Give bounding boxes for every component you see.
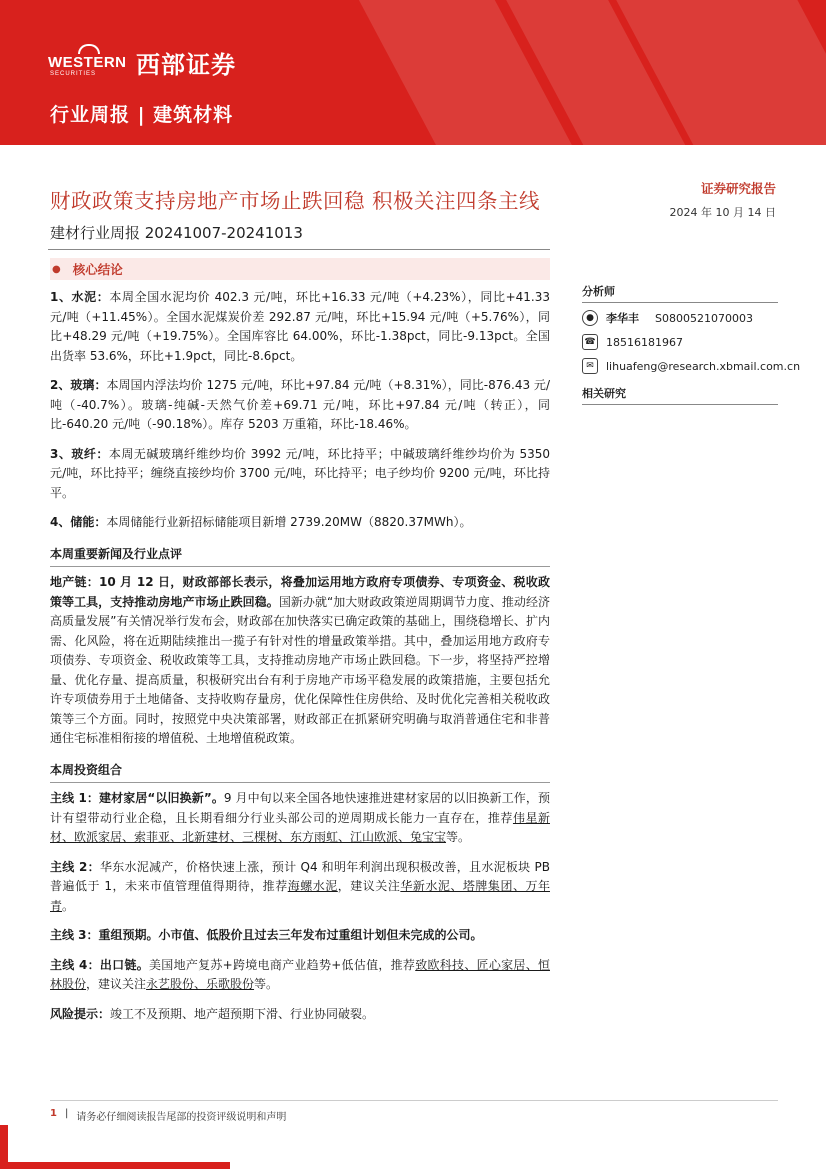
main-line-4: 主线 4：出口链。美国地产复苏+跨境电商产业趋势+低估值，推荐致欧科技、匠心家居、恒林股份，建议关注永艺股份、乐歌股份等。	[50, 957, 550, 991]
related-research-heading: 相关研究	[582, 385, 778, 405]
invest-heading: 本周投资组合	[50, 762, 123, 777]
main-line-2: 主线 2：华东水泥减产，价格快速上涨，预计 Q4 和明年利润出现积极改善，且水泥板块 PB 普遍低于 1，未来市值管理值得期待，推荐海螺水泥，建议关注华新水泥、塔牌集团、万年青。	[50, 859, 551, 913]
analyst-phone: 18516181967	[606, 335, 683, 349]
mail-icon: ✉	[582, 358, 598, 374]
stock-picks-link[interactable]: 伟星新材、欧派家居、索菲亚、北新建材、三棵树、东方雨虹、江山欧派、兔宝宝	[50, 810, 550, 844]
report-date: 2024 年 10 月 14 日	[669, 206, 776, 219]
title-divider	[48, 249, 550, 250]
stock-picks-link[interactable]: 致欧科技、匠心家居、恒林股份	[50, 957, 550, 991]
news-heading: 本周重要新闻及行业点评	[50, 546, 183, 561]
analyst-name: 李华丰	[606, 312, 639, 325]
header-banner	[0, 0, 826, 145]
page-number: 1	[50, 1108, 57, 1119]
footer-separator: |	[64, 1108, 69, 1119]
page-title: 财政政策支持房地产市场止跌回稳 积极关注四条主线	[50, 189, 541, 213]
analyst-sidebar	[582, 283, 801, 405]
invest-divider	[50, 782, 550, 783]
core-item-storage: 4、储能：本周储能行业新招标储能项目新增 2739.20MW（8820.37MWh）。	[50, 515, 472, 529]
stock-watch-link[interactable]: 华新水泥、塔牌集团、万年青	[50, 879, 550, 913]
main-line-1: 主线 1：建材家居“以旧换新”。9 月中旬以来全国各地快速推进建材家居的以旧换新工作，预计有望带动行业企稳，且长期看细分行业头部公司的逆周期成长能力一直存在，推荐伟星新材、欧派家居、索菲亚、北新建材、三棵树、东方雨虹、江山欧派、兔宝宝等。	[50, 791, 550, 844]
analyst-row	[582, 309, 778, 327]
analyst-id: S0800521070003	[655, 311, 753, 325]
brand-name: 西部证券	[136, 50, 236, 79]
report-label: 证券研究报告	[700, 181, 776, 196]
main-line-3: 主线 3：重组预期。小市值、低股价且过去三年发布过重组计划但未完成的公司。	[50, 928, 483, 942]
phone-icon: ☎	[582, 334, 598, 350]
news-divider	[50, 566, 550, 567]
person-icon: ●	[582, 310, 598, 326]
phone-row	[582, 333, 778, 351]
page-subtitle: 建材行业周报 20241007-20241013	[50, 224, 303, 242]
core-conclusion-heading: ● 核心结论	[50, 258, 550, 280]
corner-accent-bottom	[0, 1162, 230, 1169]
analyst-heading: 分析师	[582, 283, 778, 303]
analyst-email[interactable]: lihuafeng@research.xbmail.com.cn	[606, 359, 801, 373]
report-type: 行业周报 | 建筑材料	[50, 104, 234, 126]
footer	[50, 1108, 286, 1123]
core-item-glass: 2、玻璃：本周国内浮法均价 1275 元/吨，环比+97.84 元/吨（+8.31%），同比-876.43 元/吨（-40.7%）。玻璃-纯碱-天然气价差+69.71 元/吨，环比+97.84 元/吨（转正），同比-640.20 元/吨（-90.18%）。库存 5203 万重箱，环比-18.46%。	[50, 378, 550, 431]
disclaimer-note: 请务必仔细阅读报告尾部的投资评级说明和声明	[76, 1112, 287, 1123]
footer-divider	[50, 1100, 778, 1101]
stock-picks-link[interactable]: 海螺水泥	[287, 879, 338, 893]
stock-watch-link[interactable]: 永艺股份、乐歌股份	[146, 977, 255, 991]
bullet-icon: ●	[52, 263, 61, 275]
core-item-cement: 1、水泥：本周全国水泥均价 402.3 元/吨，环比+16.33 元/吨（+4.23%），同比+41.33 元/吨（+11.45%）。全国水泥煤炭价差 292.87 元/吨，环比+15.94 元/吨（+5.76%），同比+48.29 元/吨（+19.75%）。全国库容比 64.00%，环比-1.38pct，同比-9.13pct。全国出货率 53.6%，环比+1.9pct，同比-8.6pct。	[50, 290, 550, 363]
core-item-fiberglass: 3、玻纤：本周无碱玻璃纤维纱均价 3992 元/吨，环比持平；中碱玻璃纤维纱均价为 5350 元/吨，环比持平；缠绕直接纱均价 3700 元/吨，环比持平；电子纱均价 9200 元/吨，环比持平。	[50, 446, 550, 500]
email-row	[582, 357, 801, 375]
report-body	[50, 288, 550, 1024]
news-paragraph: 地产链：10 月 12 日，财政部部长表示，将叠加运用地方政府专项债券、专项资金、税收政策等工具，支持推动房地产市场止跌回稳。国新办就“加大财政政策逆周期调节力度、推动经济高质量发展”有关情况举行发布会，财政部在加快落实已确定政策的基础上，围绕稳增长、扩内需、化风险，将在近期陆续推出一揽子有针对性的增量政策举措。其中，叠加运用地方政府专项债券、专项资金、税收政策等工具，支持推动房地产市场止跌回稳。下一步，将坚持严控增量、优化存量、提高质量，积极研究出台有利于房地产市场平稳发展的政策措施，主要包括允许专项债券用于土地储备、支持收购存量房，优化保障性住房供给、及时优化完善相关税收政策等三个方面。同时，按照党中央决策部署，财政部正在抓紧研究明确与取消普通住宅和非普通住宅标准相衔接的增值税、土地增值税政策。	[50, 575, 550, 745]
bull-logo-icon: WESTERN SECURITIES	[48, 44, 128, 80]
risk-warning: 风险提示：竣工不及预期、地产超预期下滑、行业协同破裂。	[50, 1006, 375, 1021]
brand-logo	[48, 44, 236, 80]
